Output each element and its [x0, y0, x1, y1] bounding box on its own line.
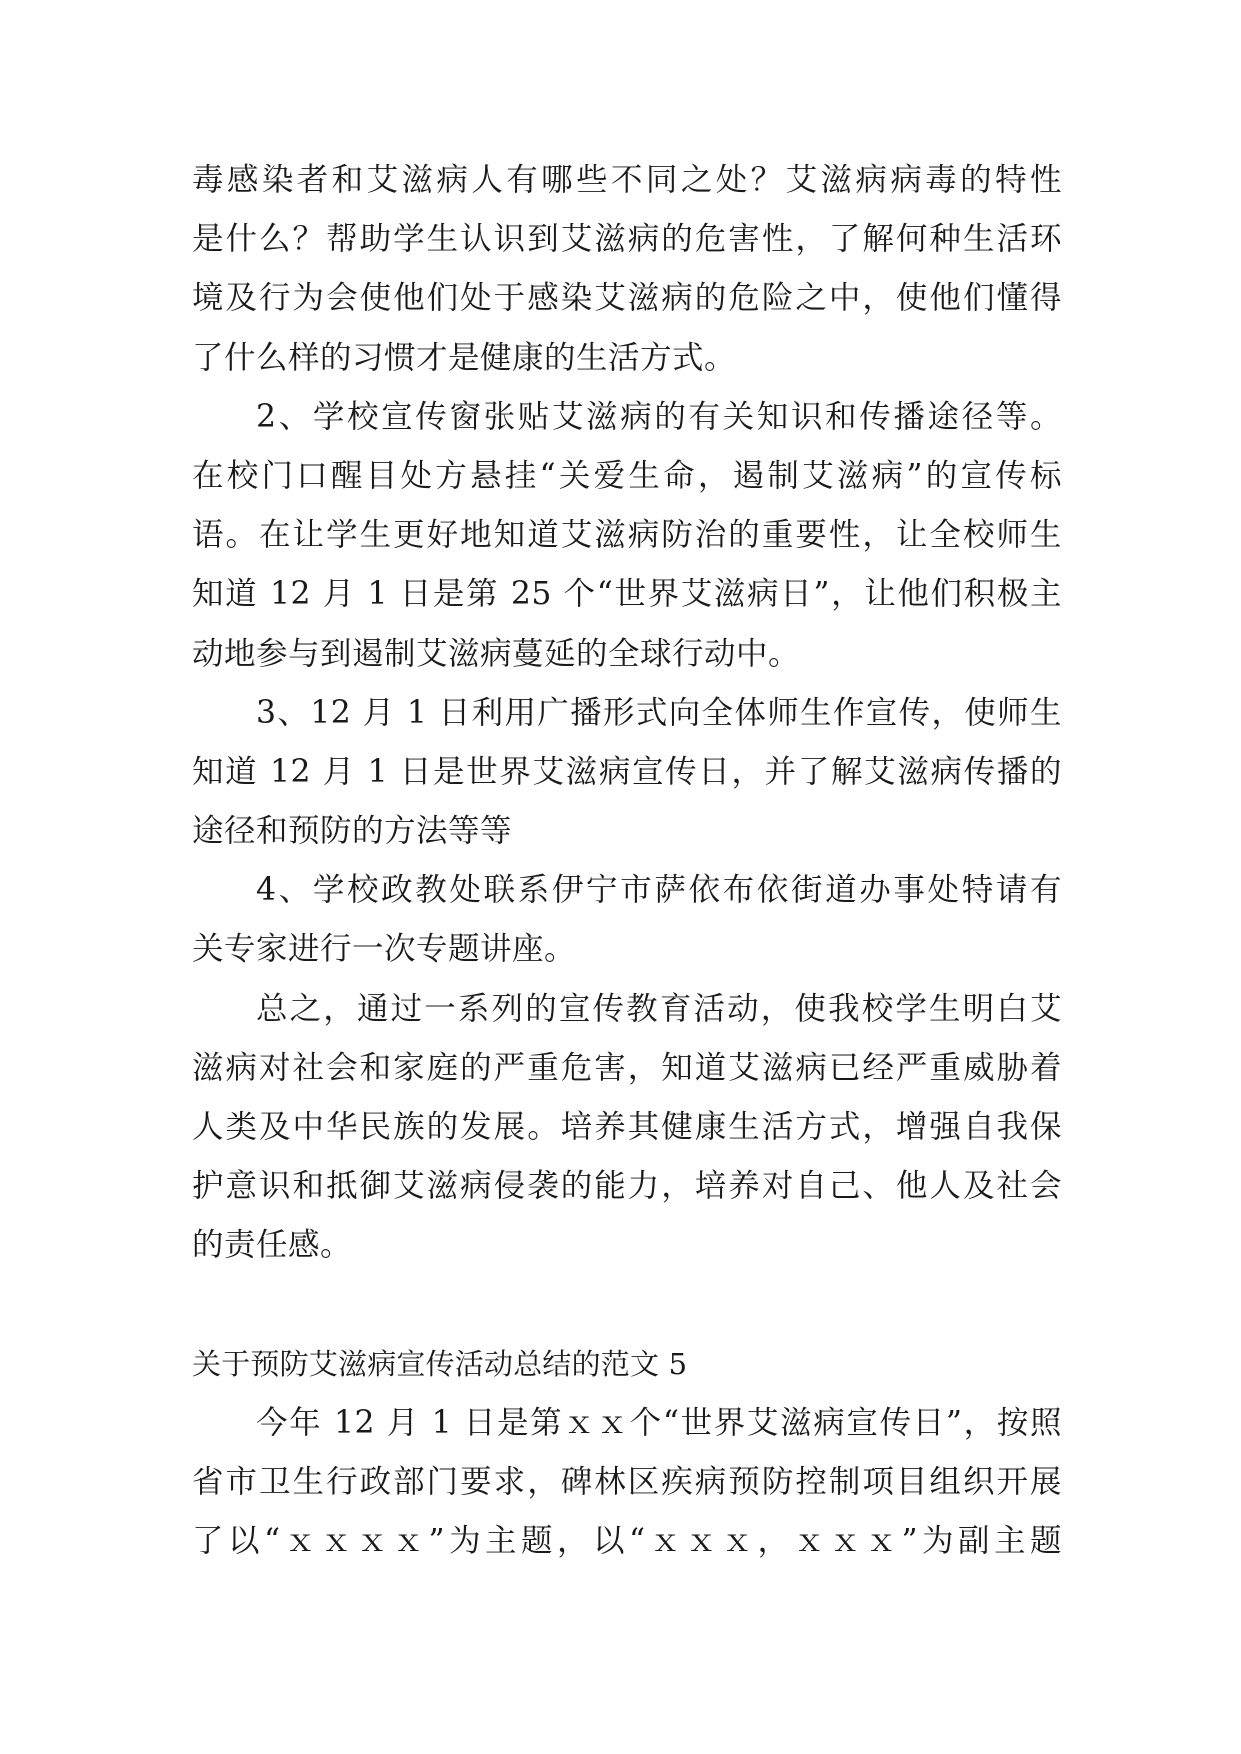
paragraph-line: 今年 12 月 1 日是第ｘｘ个“世界艾滋病宣传日”，按照 [256, 1404, 1062, 1441]
document-body [192, 160, 1062, 1581]
paragraph-6 [192, 1403, 1062, 1561]
paragraph-line: 毒感染者和艾滋病人有哪些不同之处？艾滋病病毒的特性 [192, 162, 1062, 198]
paragraph-line: 护意识和抵御艾滋病侵袭的能力，培养对自己、他人及社会 [192, 1168, 1062, 1205]
paragraph-line: 境及行为会使他们处于感染艾滋病的危险之中，使他们懂得 [192, 280, 1062, 317]
section-spacer [192, 1285, 1062, 1344]
paragraph-line: 了以“ｘｘｘｘ”为主题，以“ｘｘｘ，ｘｘｘ”为副主题 [192, 1523, 1062, 1560]
paragraph-line: 语。在让学生更好地知道艾滋病防治的重要性，让全校师生 [192, 517, 1062, 554]
paragraph-line: 总之，通过一系列的宣传教育活动，使我校学生明白艾 [256, 990, 1062, 1027]
paragraph-line: 关专家进行一次专题讲座。 [192, 931, 577, 968]
paragraph-4 [192, 870, 1062, 969]
paragraph-line: 的责任感。 [192, 1227, 353, 1264]
paragraph-line: 是什么？帮助学生认识到艾滋病的危害性，了解何种生活环 [192, 221, 1062, 258]
paragraph-line: 知道 12 月 1 日是第 25 个“世界艾滋病日”，让他们积极主 [192, 576, 1062, 613]
paragraph-line: 在校门口醒目处方悬挂“关爱生命，遏制艾滋病”的宣传标 [192, 457, 1062, 494]
paragraph-line: 途径和预防的方法等等 [192, 813, 513, 850]
paragraph-5 [192, 989, 1062, 1266]
paragraph-line: 了什么样的习惯才是健康的生活方式。 [192, 339, 737, 376]
paragraph-line: 知道 12 月 1 日是世界艾滋病宣传日，并了解艾滋病传播的 [192, 753, 1062, 790]
paragraph-line: 省市卫生行政部门要求，碑林区疾病预防控制项目组织开展 [192, 1464, 1062, 1501]
paragraph-line: 4、学校政教处联系伊宁市萨依布依街道办事处特请有 [256, 872, 1062, 909]
paragraph-3 [192, 693, 1062, 851]
paragraph-2 [192, 397, 1062, 674]
section-heading: 关于预防艾滋病宣传活动总结的范文 5 [192, 1346, 688, 1381]
paragraph-line: 3、12 月 1 日利用广播形式向全体师生作宣传，使师生 [256, 694, 1062, 731]
paragraph-line: 动地参与到遏制艾滋病蔓延的全球行动中。 [192, 635, 801, 672]
paragraph-line: 2、学校宣传窗张贴艾滋病的有关知识和传播途径等。 [256, 398, 1062, 435]
paragraph-line: 人类及中华民族的发展。培养其健康生活方式，增强自我保 [192, 1109, 1062, 1145]
paragraph-1 [192, 160, 1062, 378]
paragraph-line: 滋病对社会和家庭的严重危害，知道艾滋病已经严重威胁着 [192, 1049, 1062, 1086]
